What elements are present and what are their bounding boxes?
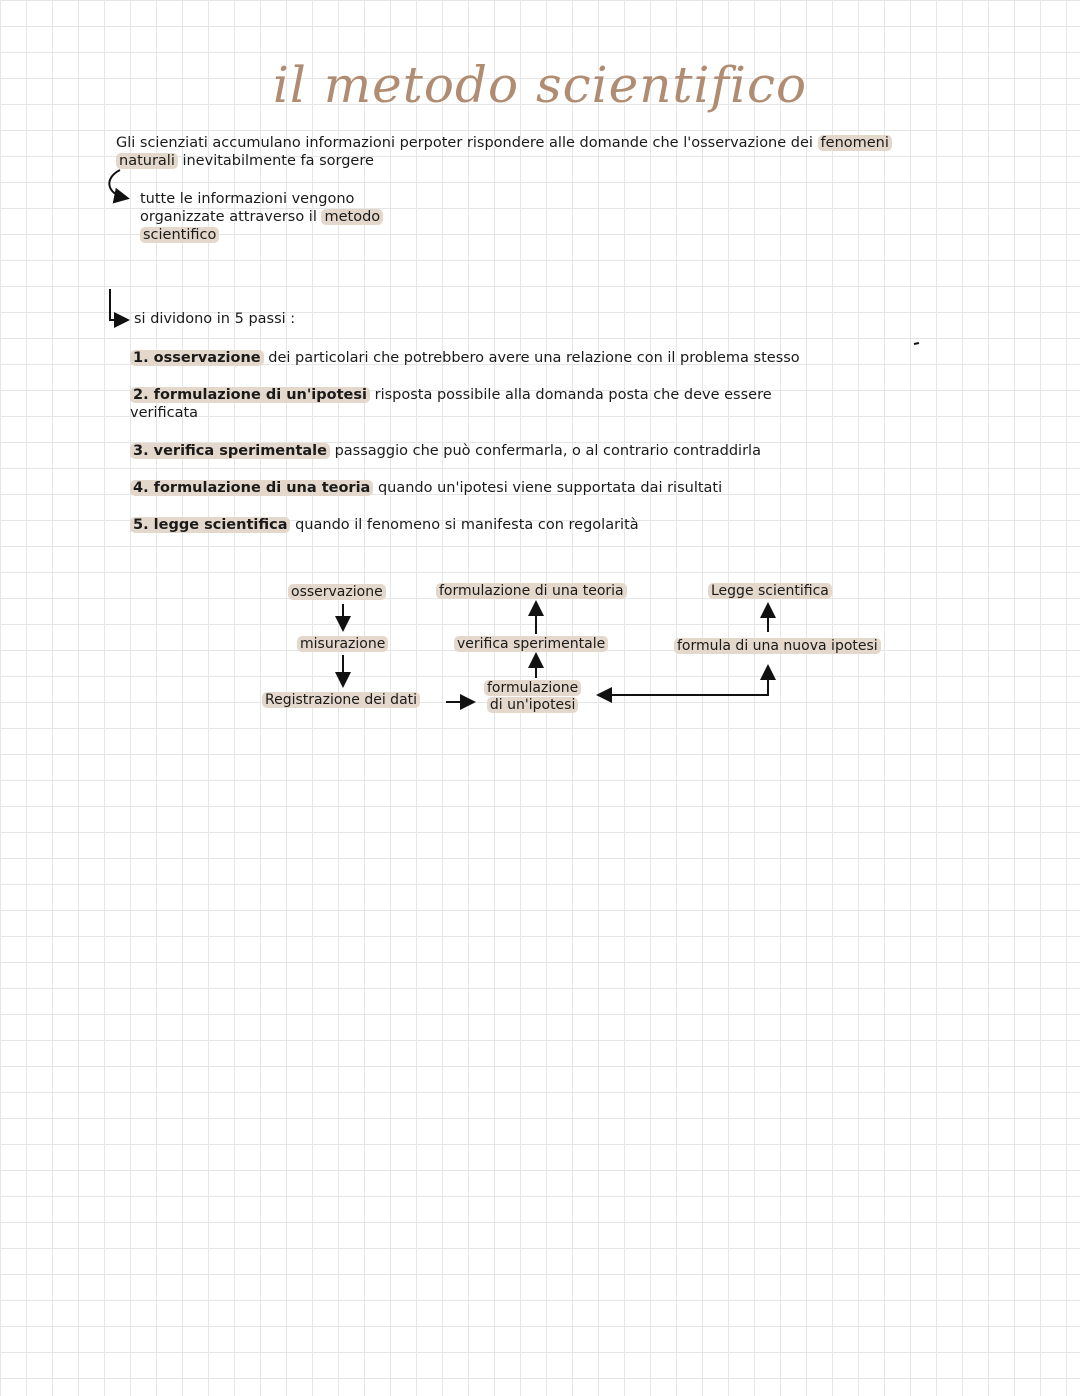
- highlight-fenomeni: fenomeni: [818, 135, 892, 151]
- step-5-label: 5. legge scientifica: [130, 517, 290, 533]
- page-title: il metodo scientifico: [272, 56, 808, 114]
- node-misurazione: misurazione: [297, 636, 388, 652]
- l-arrow: [110, 289, 126, 320]
- step-1-label: 1. osservazione: [130, 350, 264, 366]
- intro-text-1: Gli scienziati accumulano informazioni perpoter rispondere alle domande che l'osservazione dei: [116, 135, 818, 151]
- arrow-nuova-loop: [600, 668, 768, 695]
- step-2-label: 2. formulazione di un'ipotesi: [130, 387, 370, 403]
- step-2-text: risposta possibile alla domanda posta che deve essere: [370, 387, 772, 403]
- highlight-scientifico: scientifico: [140, 227, 219, 243]
- step-3-label: 3. verifica sperimentale: [130, 443, 330, 459]
- node-nuova-ipotesi: formula di una nuova ipotesi: [674, 638, 881, 654]
- node-registrazione: Registrazione dei dati: [262, 692, 420, 708]
- curve-arrow: [109, 170, 126, 198]
- steps-intro: si dividono in 5 passi :: [134, 311, 296, 327]
- step-2-text-cont: verificata: [130, 405, 199, 421]
- highlight-metodo: metodo: [321, 209, 383, 225]
- step-3-text: passaggio che può confermarla, o al contrario contraddirla: [329, 443, 761, 459]
- intro-text-2: inevitabilmente fa sorgere: [177, 153, 374, 169]
- node-osservazione: osservazione: [288, 584, 386, 600]
- step-1-text: dei particolari che potrebbero avere una relazione con il problema stesso: [263, 350, 800, 366]
- note-line-1: tutte le informazioni vengono: [140, 191, 355, 207]
- step-5-text: quando il fenomeno si manifesta con regolarità: [290, 517, 639, 533]
- note-text-2: organizzate attraverso il: [140, 209, 322, 225]
- node-teoria: formulazione di una teoria: [436, 583, 627, 599]
- node-legge: Legge scientifica: [708, 583, 832, 599]
- step-4-text: quando un'ipotesi viene supportata dai risultati: [373, 480, 723, 496]
- highlight-naturali: naturali: [116, 153, 178, 169]
- step-4-label: 4. formulazione di una teoria: [130, 480, 373, 496]
- node-formulazione-ipotesi: formulazione di un'ipotesi: [484, 680, 581, 714]
- stray-mark: [914, 343, 919, 344]
- node-verifica: verifica sperimentale: [454, 636, 608, 652]
